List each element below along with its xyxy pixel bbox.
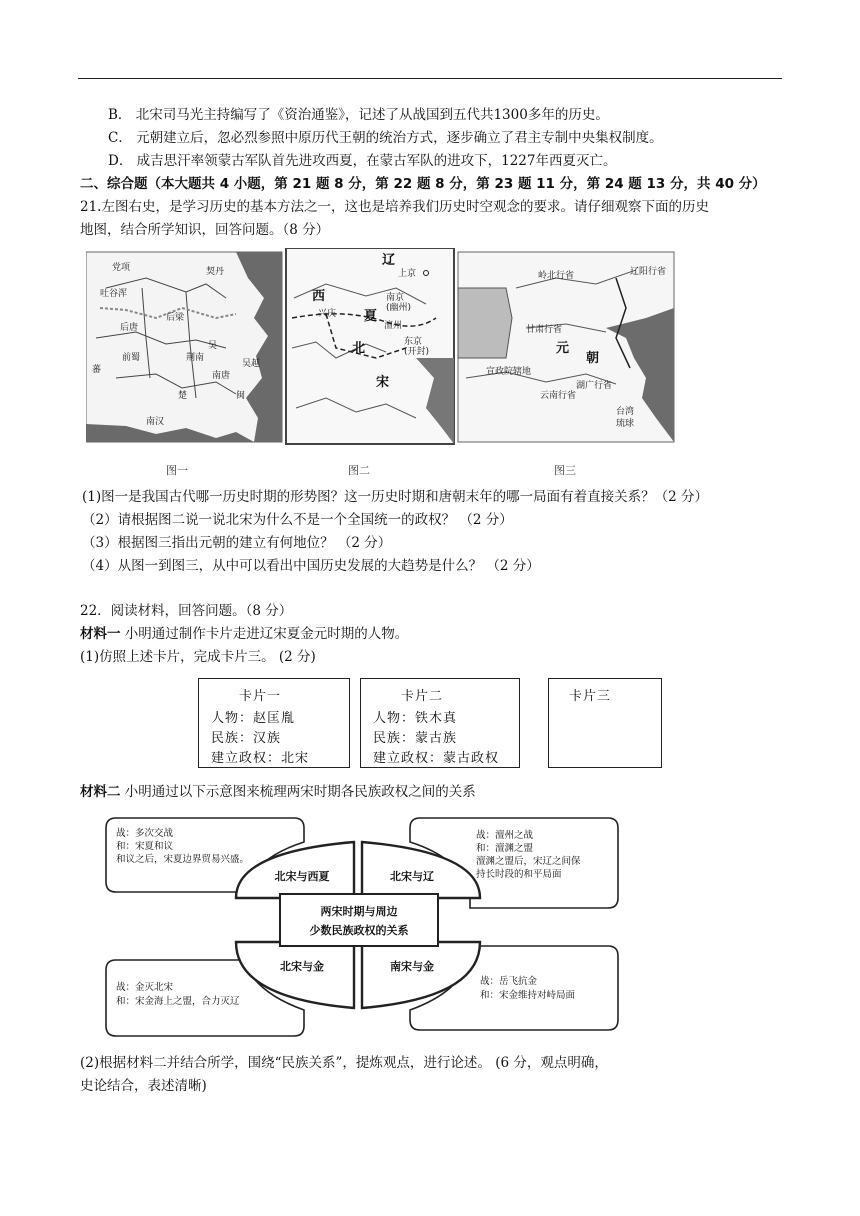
q21-stem-line2: 地图，结合所学知识，回答问题。（8 分）: [80, 222, 330, 238]
map3-xuanzheng: 宣政院辖地: [486, 367, 532, 377]
map2-dongjing: 东京: [404, 337, 423, 347]
q21-sub4: （4）从图一到图三，从中可以看出中国历史发展的大趋势是什么？ （2 分）: [82, 558, 540, 574]
map1-caption: 图一: [166, 464, 188, 477]
map2-caption: 图二: [348, 464, 370, 477]
card-two-regime: 建立政权：蒙古政权: [373, 751, 500, 766]
option-b: B． 北宋司马光主持编写了《资治通鉴》，记述了从战国到五代共1300多年的历史。: [108, 107, 609, 123]
card-one-ethnic: 民族：汉族: [211, 731, 282, 746]
map2-xi: 西: [312, 289, 326, 304]
card-one-regime: 建立政权：北宋: [211, 751, 310, 766]
option-d: D． 成吉思汗率领蒙古军队首先进攻西夏，在蒙古军队的进攻下，1227年西夏灭亡。: [108, 153, 617, 169]
map1-label-4: 后唐: [120, 323, 139, 333]
br-line-1: 和：宋金维持对峙局面: [480, 990, 576, 1001]
map3-chao: 朝: [586, 351, 600, 366]
section-heading: 二、综合题（本大题共 4 小题，第 21 题 8 分，第 22 题 8 分，第 23 题 11 分，第 24 题 13 分，共 40 分）: [80, 176, 766, 192]
map2-xia: 夏: [364, 309, 378, 324]
q21-sub3: （3）根据图三指出元朝的建立有何地位？ （2 分）: [82, 535, 392, 551]
option-c: C． 元朝建立后，忽必烈参照中原历代王朝的统治方式，逐步确立了君主专制中央集权制度。: [108, 130, 663, 146]
card-three-title: 卡片三: [569, 689, 612, 704]
map1-label-11: 吴: [208, 341, 218, 351]
material1-text: 小明通过制作卡片走进辽宋夏金元时期的人物。: [120, 626, 409, 642]
map1-label-5: 吴越: [242, 359, 261, 369]
q22-stem: 22．阅读材料，回答问题。（8 分）: [80, 603, 293, 619]
map3-liaoyang: 辽阳行省: [630, 267, 667, 277]
card-two: [360, 678, 520, 768]
map3-huguang: 湖广行省: [576, 381, 613, 391]
q21-sub1: (1)图一是我国古代哪一历史时期的形势图？这一历史时期和唐朝末年的哪一局面有着直接关系？（2 分）: [82, 489, 709, 505]
tl-line-2: 和议之后，宋夏边界贸易兴盛。: [116, 854, 250, 865]
map2-song: 宋: [376, 375, 390, 390]
map3-yunnan: 云南行省: [540, 391, 577, 401]
map-one: [86, 252, 282, 477]
label-top-right: 北宋与辽: [390, 870, 434, 883]
map3-liuqiu: 琉球: [616, 419, 635, 429]
center-line2: 少数民族政权的关系: [309, 924, 409, 937]
map1-label-10: 南汉: [146, 417, 165, 427]
material1-title: 材料一: [80, 626, 121, 642]
card-one-person: 人物：赵匡胤: [211, 711, 296, 726]
center-line1: 两宋时期与周边: [320, 905, 398, 918]
tl-line-1: 和：宋夏和议: [116, 841, 174, 852]
map3-lingbei: 岭北行省: [538, 271, 575, 281]
q22-sub1: (1)仿照上述卡片，完成卡片三。 (2 分): [80, 649, 316, 665]
map1-label-0: 党项: [112, 263, 131, 273]
q22-sub2-line2: 史论结合，表述清晰): [80, 1078, 207, 1094]
center-box: [280, 894, 438, 946]
historical-maps: [86, 248, 782, 480]
card-one-title: 卡片一: [239, 689, 282, 704]
q21-sub2: （2）请根据图二说一说北宋为什么不是一个全国统一的政权？ （2 分）: [82, 512, 513, 528]
map2-shangjing: 上京: [398, 269, 417, 279]
q22-sub2-line1: (2)根据材料二并结合所学，围绕“民族关系”，提炼观点，进行论述。 (6 分，观点明确，: [80, 1055, 608, 1071]
map1-label-9: 前蜀: [122, 353, 141, 363]
tr-line-0: 战：澶州之战: [476, 830, 534, 841]
label-top-left: 北宋与西夏: [274, 870, 330, 883]
tr-line-2: 澶渊之盟后，宋辽之间保: [476, 856, 581, 867]
tr-line-1: 和：澶渊之盟: [476, 843, 534, 854]
card-two-ethnic: 民族：蒙古族: [373, 731, 458, 746]
map1-label-3: 后梁: [166, 313, 185, 323]
map1-label-2: 契丹: [206, 267, 225, 277]
card-two-person: 人物：铁木真: [373, 711, 458, 726]
label-bottom-left: 北宋与金: [280, 960, 324, 973]
map1-label-13: 蕃: [92, 365, 102, 375]
map3-yuan: 元: [556, 341, 570, 356]
map2-kaifeng: (开封): [404, 347, 430, 357]
map1-label-7: 南唐: [212, 371, 231, 381]
card-three: [548, 678, 662, 768]
tl-line-0: 战：多次交战: [116, 828, 174, 839]
map-three: [458, 252, 674, 477]
card-two-title: 卡片二: [401, 689, 444, 704]
map2-xingqing: 兴庆: [318, 309, 337, 319]
map2-bei: 北: [352, 341, 366, 356]
q21-stem-line1: 21.左图右史，是学习历史的基本方法之一，这也是培养我们历史时空观念的要求。请仔细观察下面的历史: [80, 199, 709, 215]
map2-nanjing: 南京: [386, 293, 405, 303]
header-rule: [78, 78, 782, 79]
map3-gansu: 甘肃行省: [526, 325, 563, 335]
br-line-0: 战：岳飞抗金: [480, 976, 538, 987]
map3-caption: 图三: [554, 464, 576, 477]
map2-liao: 辽: [382, 253, 396, 268]
relations-diagram: [104, 812, 620, 1042]
map1-label-8: 楚: [178, 391, 188, 401]
q22-material2: [80, 781, 476, 803]
map1-label-1: 吐谷浑: [100, 289, 128, 299]
map2-youzhou: (幽州): [386, 303, 412, 313]
map3-taiwan: 台湾: [616, 407, 635, 417]
material2-text: 小明通过以下示意图来梳理两宋时期各民族政权之间的关系: [120, 784, 476, 800]
map-two: [286, 248, 454, 477]
bl-line-1: 和：宋金海上之盟，合力灭辽: [116, 996, 240, 1007]
card-one: [198, 678, 350, 768]
map2-chanzhou: 澶州: [384, 321, 403, 331]
map1-label-12: 荆南: [186, 353, 205, 363]
q22-material1: [80, 623, 408, 645]
bl-line-0: 战：金灭北宋: [116, 982, 174, 993]
map1-label-6: 闽: [236, 391, 246, 401]
material2-title: 材料二: [80, 784, 121, 800]
tr-line-3: 持长时段的和平局面: [476, 869, 562, 880]
label-bottom-right: 南宋与金: [390, 960, 434, 973]
